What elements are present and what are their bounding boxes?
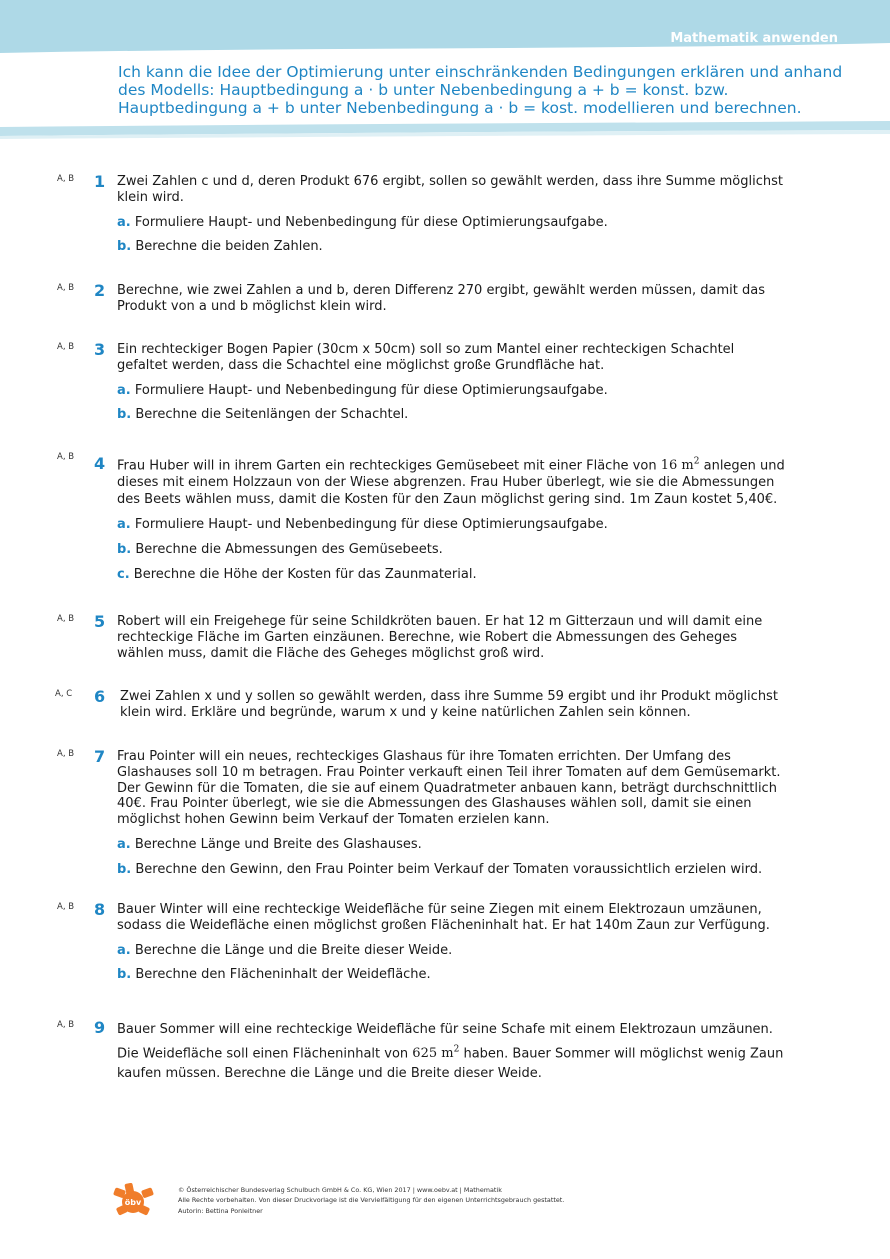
subtask-b: b. Berechne den Gewinn, den Frau Pointer beim Verkauf der Tomaten voraussichtlich erzielen wird. — [117, 861, 763, 877]
task-number: 9 — [94, 1018, 106, 1037]
task-body — [117, 454, 785, 583]
task-body — [117, 749, 785, 878]
task-tag: A, B — [57, 342, 75, 352]
task-number: 2 — [94, 281, 106, 300]
task-body — [117, 902, 785, 983]
subtask-b: b. Berechne die beiden Zahlen. — [117, 239, 323, 255]
task-number: 4 — [94, 454, 106, 473]
area-formula: 625 $m^2$ — [412, 1045, 460, 1062]
task-text: Zwei Zahlen c und d, deren Produkt 676 ergibt, sollen so gewählt werden, dass ihre Summe möglichst klein wird. — [117, 174, 783, 205]
copyright: © Österreichischer Bundesverlag Schulbuch GmbH & Co. KG, Wien 2017 | www.oebv.at | Mathematik — [178, 1186, 502, 1194]
area-formula: 16 $m^2$ — [660, 457, 700, 474]
task-tag: A, B — [57, 749, 75, 759]
task-body — [117, 614, 785, 661]
subtask-a: a. Berechne die Länge und die Breite dieser Weide. — [117, 942, 453, 958]
task-text: Zwei Zahlen x und y sollen so gewählt werden, dass ihre Summe 59 ergibt und ihr Produkt möglichst klein wird. Erkläre und begründe, warum x und y keine natürlichen Zahlen sein können. — [120, 689, 778, 720]
footer — [178, 1185, 564, 1216]
rights-note: Alle Rechte vorbehalten. Von dieser Druckvorlage ist die Vervielfältigung für den eigenen Unterrichtsgebrauch gestattet. — [178, 1196, 565, 1205]
task-tag: A, B — [57, 452, 75, 462]
task-text: Ein rechteckiger Bogen Papier (30cm x 50cm) soll so zum Mantel einer rechteckigen Schachtel gefaltet werden, dass die Schachtel eine möglichst große Grundfläche hat. — [117, 342, 735, 373]
subtask-b: b. Berechne die Seitenlängen der Schachtel. — [117, 407, 409, 423]
task-body — [120, 689, 788, 721]
task-number: 6 — [94, 687, 106, 706]
subtask-a: a. Formuliere Haupt- und Nebenbedingung für diese Optimierungsaufgabe. — [117, 214, 608, 230]
header-title: Mathematik anwenden — [670, 31, 838, 46]
task-tag: A, B — [57, 1020, 75, 1030]
task-tag: A, B — [57, 283, 75, 293]
task-tag: A, B — [57, 174, 75, 184]
task-tag: A, C — [55, 689, 73, 699]
author: Autorin: Bettina Ponleitner — [178, 1206, 263, 1215]
subtask-a: a. Formuliere Haupt- und Nebenbedingung für diese Optimierungsaufgabe. — [117, 517, 608, 533]
task-tag: A, B — [57, 614, 75, 624]
subtask-c: c. Berechne die Höhe der Kosten für das Zaunmaterial. — [117, 566, 477, 582]
task-text: Bauer Winter will eine rechteckige Weidefläche für seine Ziegen mit einem Elektrozaun umzäunen, sodass die Weidefläche einen möglichst großen Flächeninhalt hat. Er hat 140m Zaun zur Verfügung. — [117, 902, 770, 933]
task-body — [117, 342, 785, 423]
task-tag: A, B — [57, 902, 75, 912]
svg-text:öbv: öbv — [124, 1198, 142, 1207]
task-number: 3 — [94, 340, 106, 359]
task-text: Robert will ein Freigehege für seine Schildkröten bauen. Er hat 12 m Gitterzaun und will damit eine rechteckige Fläche im Garten einzäunen. Berechne, wie Robert die Abmessungen des Geheges wählen muss, damit die Fläche des Geheges möglichst groß wird. — [117, 614, 763, 661]
task-text: Bauer Sommer will eine rechteckige Weidefläche für seine Schafe mit einem Elektrozaun umzäunen. Die Weidefläche soll einen Flächeninhalt von 625 $m^2$ haben. Bauer Sommer will möglichst wenig Zaun kaufen müssen. Berechne die Länge und die Breite dieser Weide. — [117, 1022, 784, 1082]
task-body — [117, 283, 785, 315]
oebv-logo — [112, 1183, 156, 1219]
task-body — [117, 174, 785, 255]
subtask-b: b. Berechne die Abmessungen des Gemüsebeets. — [117, 542, 443, 558]
task-number: 5 — [94, 612, 106, 631]
subtask-a: a. Berechne Länge und Breite des Glashauses. — [117, 836, 422, 852]
learning-goal: Ich kann die Idee der Optimierung unter einschränkenden Bedingungen erklären und anhand des Modells: Hauptbedingung a · b unter Nebenbedingung a + b = konst. bzw. Hauptbedingung a + b unter Nebenbedingung a · b = kost. modellieren und berechnen. — [118, 63, 843, 117]
task-text: Frau Pointer will ein neues, rechteckiges Glashaus für ihre Tomaten errichten. Der Umfang des Glashauses soll 10 m betragen. Frau Pointer verkauft einen Teil ihrer Tomaten auf dem Gemüsemarkt. Der Gewinn für die Tomaten, die sie auf einem Quadratmeter anbauen kann, beträgt durchschnittlich 40€. Frau Pointer überlegt, wie sie die Abmessungen des Glashauses wählen soll, damit sie einen möglichst hohen Gewinn beim Verkauf der Tomaten erzielen kann. — [117, 749, 781, 828]
task-number: 8 — [94, 900, 106, 919]
subtask-b: b. Berechne den Flächeninhalt der Weidefläche. — [117, 967, 431, 983]
task-body — [117, 1020, 785, 1084]
task-text: Berechne, wie zwei Zahlen a und b, deren Differenz 270 ergibt, gewählt werden müssen, damit das Produkt von a und b möglichst klein wird. — [117, 283, 766, 314]
task-number: 7 — [94, 747, 106, 766]
subtask-a: a. Formuliere Haupt- und Nebenbedingung für diese Optimierungsaufgabe. — [117, 382, 608, 398]
task-number: 1 — [94, 172, 106, 191]
task-text: Frau Huber will in ihrem Garten ein rechteckiges Gemüsebeet mit einer Fläche von 16 $m^2$ anlegen und dieses mit einem Holzzaun von der Wiese abgrenzen. Frau Huber überlegt, wie sie die Abmessungen des Beets wählen muss, damit die Kosten für den Zaun möglichst gering sind. 1m Zaun kostet 5,40€. — [117, 457, 785, 508]
